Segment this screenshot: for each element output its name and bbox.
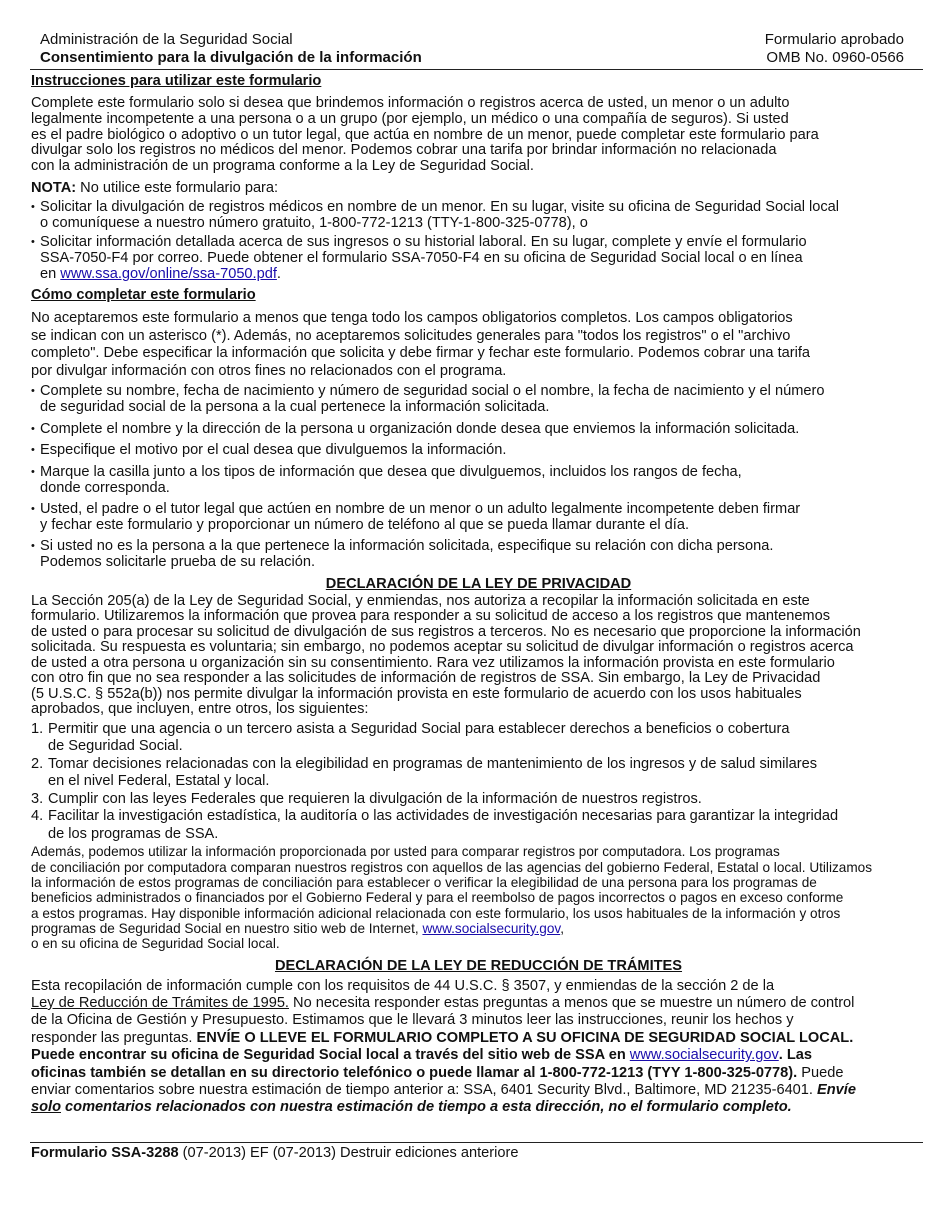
text-line: la información de estos programas de conciliación para establecer o verificar la elegibilidad de una persona para los programas de <box>31 875 817 891</box>
text-line: donde corresponda. <box>40 479 170 496</box>
text-line: es el padre biológico o adoptivo o un tutor legal, que actúa en nombre de un menor, puede completar este formulario para <box>31 126 819 143</box>
text-line: Solicitar la divulgación de registros médicos en nombre de un menor. En su lugar, visite su oficina de Seguridad Social local <box>40 198 840 215</box>
form-approved-label: Formulario aprobado <box>764 31 904 48</box>
list-item <box>31 200 926 232</box>
footer-divider <box>30 1142 923 1143</box>
text-line: solicitada. Su respuesta es voluntaria; sin embargo, no podemos aceptar su solicitud de divulgar información o registros acerca <box>31 639 854 656</box>
text-line: divulgar solo los registros no médicos del menor. Podemos cobrar una tarifa por brindar información no relacionada <box>31 142 777 159</box>
text-line: Solicitar información detallada acerca de sus ingresos o su historial laboral. En su lugar, complete y envíe el formulario <box>40 234 807 251</box>
text-fragment: . <box>276 265 281 282</box>
list-item <box>31 235 926 282</box>
text-fragment: No necesita responder estas preguntas a menos que se muestre un número de control <box>288 994 855 1011</box>
text-line: de los programas de SSA. <box>48 825 219 842</box>
text-line: y fechar este formulario y proporcionar un número de teléfono al que se pueda llamar durante el día. <box>40 516 689 533</box>
text-line: de usted a otra persona u organización sin su consentimiento. Rara vez utilizamos la información provista en este formulario <box>31 654 835 671</box>
text-line: de usted o para procesar su solicitud de divulgación de sus registros a terceros. No es necesario que proporcione la información <box>31 623 861 640</box>
text-line: Especifique el motivo por el cual desea que divulguemos la información. <box>40 442 507 459</box>
nota-line <box>31 181 926 197</box>
text-line: Podemos solicitarle prueba de su relación. <box>40 554 316 571</box>
list-item <box>31 756 926 791</box>
text-line: Complete el nombre y la dirección de la persona u organización donde desea que enviemos la información solicitada. <box>40 420 800 437</box>
text-line: Facilitar la investigación estadística, la auditoría o las actividades de investigación necesarias para garantizar la integridad <box>48 808 839 825</box>
text-fragment: Envíe <box>817 1081 856 1098</box>
list-item <box>31 791 926 809</box>
form-id: Formulario SSA-3288 <box>31 1145 179 1161</box>
computer-matching-paragraph <box>31 844 926 951</box>
text-line: beneficios administrados o financiados por el Gobierno Federal y para el reembolso de pagos incorrectos o pagos en exceso conforme <box>31 890 844 906</box>
nota-label: NOTA: <box>31 179 77 196</box>
header-left <box>40 31 422 67</box>
text-fragment: , <box>560 920 564 936</box>
text-line: Si usted no es la persona a la que pertenece la información solicitada, especifique su relación con dicha persona. <box>40 538 774 555</box>
text-line: Tomar decisiones relacionadas con la elegibilidad en programas de mantenimiento de los ingresos y de salud similares <box>48 755 818 772</box>
text-fragment: enviar comentarios sobre nuestra estimación de tiempo anterior a: SSA, 6401 Security Blvd., Baltimore, MD 21235-6401. <box>31 1081 818 1098</box>
paperwork-act-heading: DECLARACIÓN DE LA LEY DE REDUCCIÓN DE TRÁMITES <box>274 957 683 974</box>
item-number: 1. <box>31 720 44 737</box>
form-edition: (07-2013) EF (07-2013) Destruir ediciones anteriore <box>178 1145 519 1161</box>
text-line: o comuníquese a nuestro número gratuito, 1-800-772-1213 (TTY-1-800-325-0778), o <box>40 214 588 231</box>
ssa-7050-link[interactable]: www.ssa.gov/online/ssa-7050.pdf <box>60 265 277 282</box>
header-right <box>765 31 904 67</box>
socialsecurity-link[interactable]: www.socialsecurity.gov <box>422 920 561 936</box>
list-item <box>31 384 926 416</box>
item-number: 3. <box>31 790 44 807</box>
text-fragment: solo <box>31 1099 61 1116</box>
text-line: Cumplir con las leyes Federales que requieren la divulgación de la información de nuestros registros. <box>48 790 702 807</box>
text-line: legalmente incompetente a una persona o a un grupo (por ejemplo, un médico o una compañía de seguros). Si usted <box>31 110 789 127</box>
paperwork-act-name: Ley de Reducción de Trámites de 1995. <box>31 994 289 1011</box>
text-line: Complete su nombre, fecha de nacimiento y número de seguridad social o el nombre, la fecha de nacimiento y el número <box>40 382 825 399</box>
text-line: Marque la casilla junto a los tipos de información que desea que divulguemos, incluidos los rangos de fecha, <box>40 464 742 481</box>
text-line: por divulgar información con otros fines no relacionados con el programa. <box>31 363 507 380</box>
text-line: en el nivel Federal, Estatal y local. <box>48 773 270 790</box>
socialsecurity-link-2[interactable]: www.socialsecurity.gov <box>629 1047 779 1064</box>
form-content <box>31 73 926 1117</box>
text-line: a estos programas. Hay disponible información adicional relacionada con este formulario, los usos habituales de la información y otros <box>31 905 841 921</box>
list-item <box>31 443 926 459</box>
header-divider <box>30 69 923 70</box>
text-fragment: responder las preguntas. <box>31 1029 197 1046</box>
text-fragment: Puede encontrar su oficina de Seguridad Social local a través del sitio web de SSA en <box>31 1047 630 1064</box>
text-line: Además, podemos utilizar la información proporcionada por usted para comparar registros por computadora. Los programas <box>31 844 780 860</box>
omb-number: OMB No. 0960-0566 <box>766 49 904 66</box>
how-to-heading: Cómo completar este formulario <box>31 286 256 303</box>
routine-uses-list <box>31 721 926 844</box>
text-fragment: en <box>40 265 61 282</box>
text-line: de seguridad social de la persona a la cual pertenece la información solicitada. <box>40 398 550 415</box>
instructions-heading: Instrucciones para utilizar este formulario <box>31 73 322 89</box>
text-line: Complete este formulario solo si desea que brindemos información o registros acerca de usted, un menor o un adulto <box>31 95 790 111</box>
text-fragment: ENVÍE O LLEVE EL FORMULARIO COMPLETO A SU OFICINA DE SEGURIDAD SOCIAL LOCAL. <box>196 1029 854 1046</box>
text-line: se indican con un asterisco (*). Además, no aceptaremos solicitudes generales para "todos los registros" o el "archivo <box>31 327 791 344</box>
nota-bullet-list <box>31 200 926 283</box>
text-line: Usted, el padre o el tutor legal que actúen en nombre de un menor o un adulto legalmente incompetente deben firmar <box>40 500 801 517</box>
text-line: No aceptaremos este formulario a menos que tenga todo los campos obligatorios completos. Los campos obligatorios <box>31 309 793 326</box>
how-to-bullet-list <box>31 384 926 571</box>
text-line: completo". Debe especificar la información que solicita y debe firmar y fechar este formulario. Podemos cobrar una tarifa <box>31 345 811 362</box>
text-line: con la administración de un programa conforme a la Ley de Seguridad Social. <box>31 158 534 175</box>
list-item <box>31 721 926 756</box>
text-line: Esta recopilación de información cumple con los requisitos de 44 U.S.C. § 3507, y enmiendas de la sección 2 de la <box>31 977 775 994</box>
instructions-paragraph <box>31 96 926 175</box>
paperwork-paragraph <box>31 978 926 1117</box>
nota-text: No utilice este formulario para: <box>76 179 279 196</box>
text-fragment: Puede <box>797 1064 844 1081</box>
text-line: (5 U.S.C. § 552a(b)) nos permite divulgar la información provista en este formulario de acuerdo con los usos habituales <box>31 685 802 702</box>
privacy-act-heading: DECLARACIÓN DE LA LEY DE PRIVACIDAD <box>325 575 632 592</box>
item-number: 2. <box>31 755 44 772</box>
text-line: aprobados, que incluyen, entre otros, los siguientes: <box>31 701 369 718</box>
text-fragment: comentarios relacionados con nuestra estimación de tiempo a esta dirección, no el formulario completo. <box>61 1099 792 1116</box>
text-fragment: oficinas también se detallan en su directorio telefónico o puede llamar al 1-800-772-1213 (TYY 1-800-325-0778). <box>31 1064 798 1081</box>
text-line: formulario. Utilizaremos la información que provea para responder a su solicitud de acceso a los registros que mantenemos <box>31 608 831 625</box>
text-line: de Seguridad Social. <box>48 738 183 755</box>
item-number: 4. <box>31 808 44 825</box>
text-line: SSA-7050-F4 por correo. Puede obtener el formulario SSA-7050-F4 en su oficina de Seguridad Social local o en línea <box>40 250 803 267</box>
text-line: de conciliación por computadora comparan nuestros registros con aquellos de las agencias del gobierno Federal, Estatal o local. Utilizamos <box>31 859 873 875</box>
text-fragment: . Las <box>778 1047 813 1064</box>
agency-name: Administración de la Seguridad Social <box>40 31 293 48</box>
list-item <box>31 808 926 843</box>
form-footer <box>31 1145 518 1162</box>
form-title: Consentimiento para la divulgación de la información <box>40 49 422 66</box>
text-line: de la Oficina de Gestión y Presupuesto. Estimamos que le llevará 3 minutos leer las instrucciones, reunir los hechos y <box>31 1012 794 1029</box>
text-fragment: programas de Seguridad Social en nuestro sitio web de Internet, <box>31 920 423 936</box>
text-line: con otro fin que no sea responder a las solicitudes de información de registros de SSA. Sin embargo, la Ley de Privacidad <box>31 670 821 687</box>
list-item <box>31 465 926 497</box>
privacy-paragraph <box>31 594 926 718</box>
list-item <box>31 502 926 534</box>
how-to-paragraph <box>31 310 926 381</box>
list-item <box>31 422 926 438</box>
text-line: La Sección 205(a) de la Ley de Seguridad Social, y enmiendas, nos autoriza a recopilar la información solicitada en este <box>31 592 810 609</box>
text-line: Permitir que una agencia o un tercero asista a Seguridad Social para establecer derechos a beneficios o cobertura <box>48 720 790 737</box>
list-item <box>31 539 926 571</box>
text-line: o en su oficina de Seguridad Social local. <box>31 936 280 952</box>
